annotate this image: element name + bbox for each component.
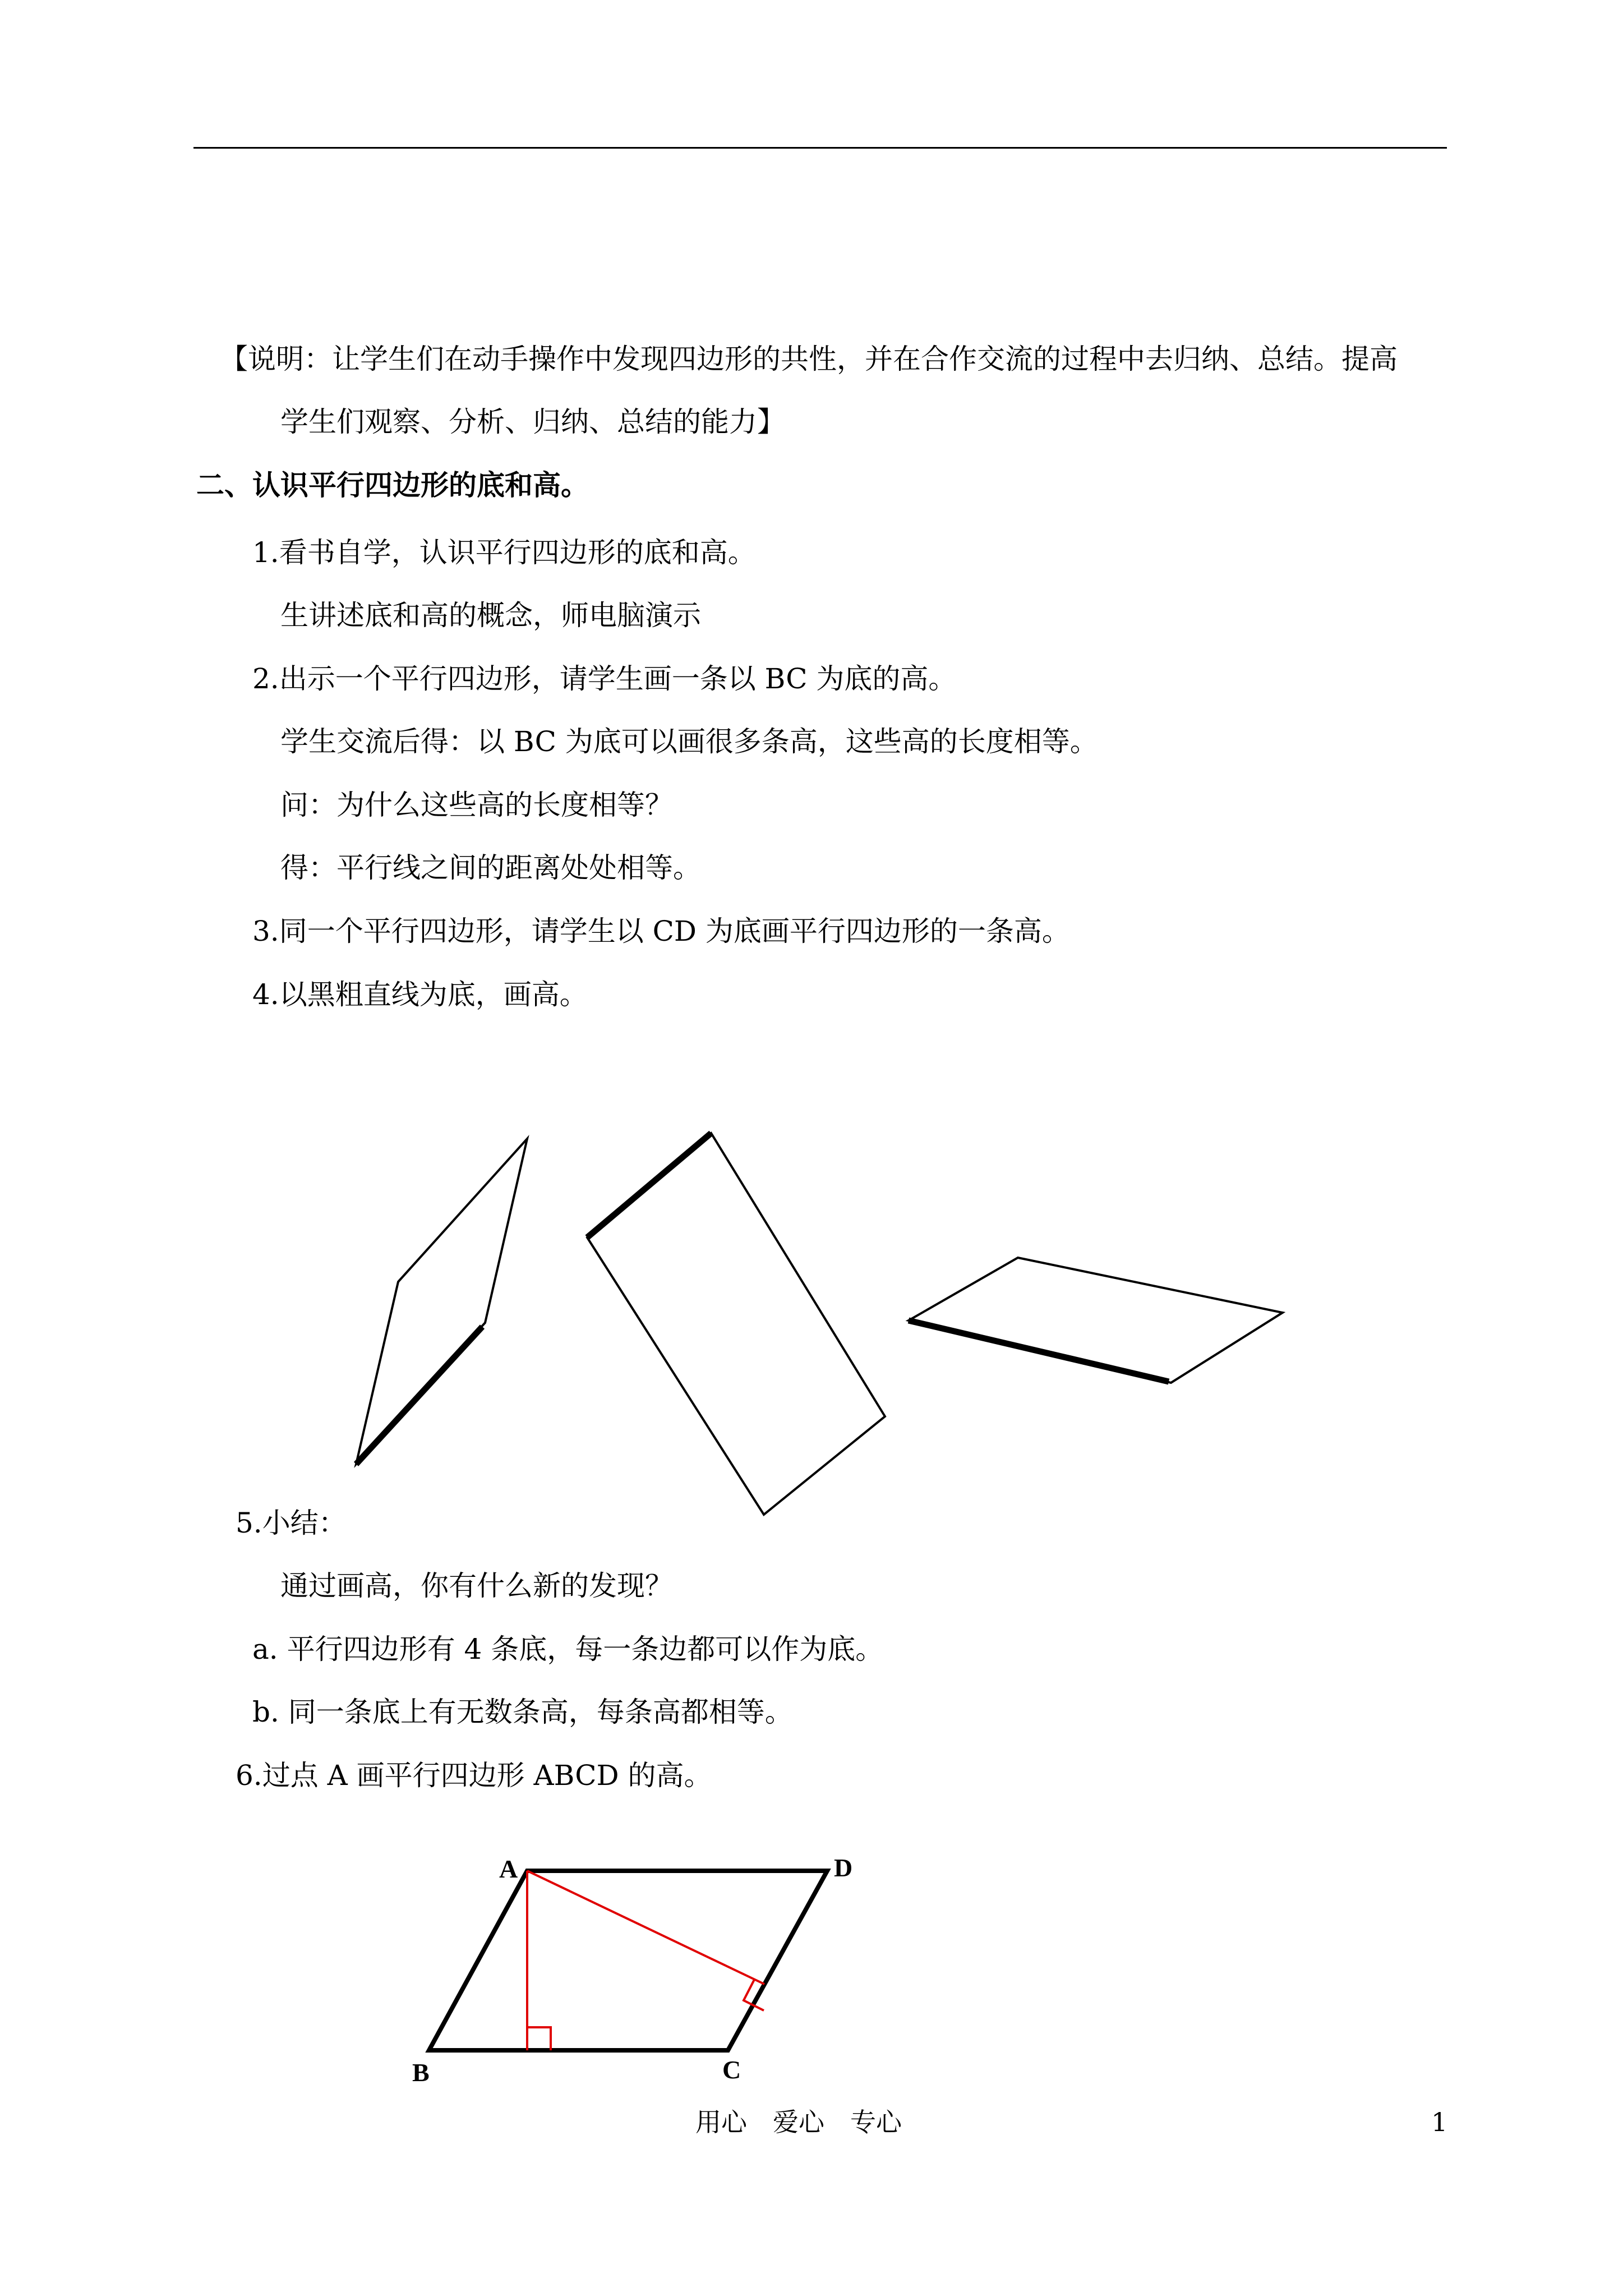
label-a: A	[499, 1855, 518, 1883]
label-c: C	[722, 2055, 741, 2084]
step-5-b: b. 同一条底上有无数条高，每条高都相等。	[252, 1696, 793, 1728]
step-2: 2.出示一个平行四边形，请学生画一条以 BC 为底的高。	[252, 662, 957, 695]
height-line-to-cd	[527, 1871, 764, 1984]
step-3: 3.同一个平行四边形，请学生以 CD 为底画平行四边形的一条高。	[252, 915, 1070, 947]
step-4: 4.以黑粗直线为底，画高。	[252, 978, 588, 1011]
step-5: 5.小结：	[236, 1507, 347, 1539]
step-1: 1.看书自学，认识平行四边形的底和高。	[252, 536, 756, 569]
step-6: 6.过点 A 画平行四边形 ABCD 的高。	[236, 1759, 712, 1792]
footer-slogan: 用心 爱心 专心	[695, 2107, 902, 2137]
note-line-2: 学生们观察、分析、归纳、总结的能力】	[280, 406, 785, 438]
note-line-1: 【说明：让学生们在动手操作中发现四边形的共性，并在合作交流的过程中去归纳、总结。提高	[220, 343, 1398, 375]
step-2-detail-3: 得：平行线之间的距离处处相等。	[280, 852, 701, 884]
label-d: D	[834, 1853, 853, 1882]
step-1-detail: 生讲述底和高的概念，师电脑演示	[280, 599, 701, 632]
step-2-detail-1: 学生交流后得：以 BC 为底可以画很多条高，这些高的长度相等。	[280, 725, 1098, 758]
step-2-detail-2: 问：为什么这些高的长度相等？	[280, 789, 673, 821]
right-angle-mark-bc	[527, 2027, 551, 2050]
page-number: 1	[1431, 2107, 1448, 2137]
step-5-question: 通过画高，你有什么新的发现？	[280, 1570, 673, 1602]
label-b: B	[412, 2058, 430, 2087]
step-5-a: a. 平行四边形有 4 条底，每一条边都可以作为底。	[252, 1633, 884, 1665]
section-heading: 二、认识平行四边形的底和高。	[196, 468, 589, 501]
parallelogram-abcd	[429, 1871, 827, 2050]
